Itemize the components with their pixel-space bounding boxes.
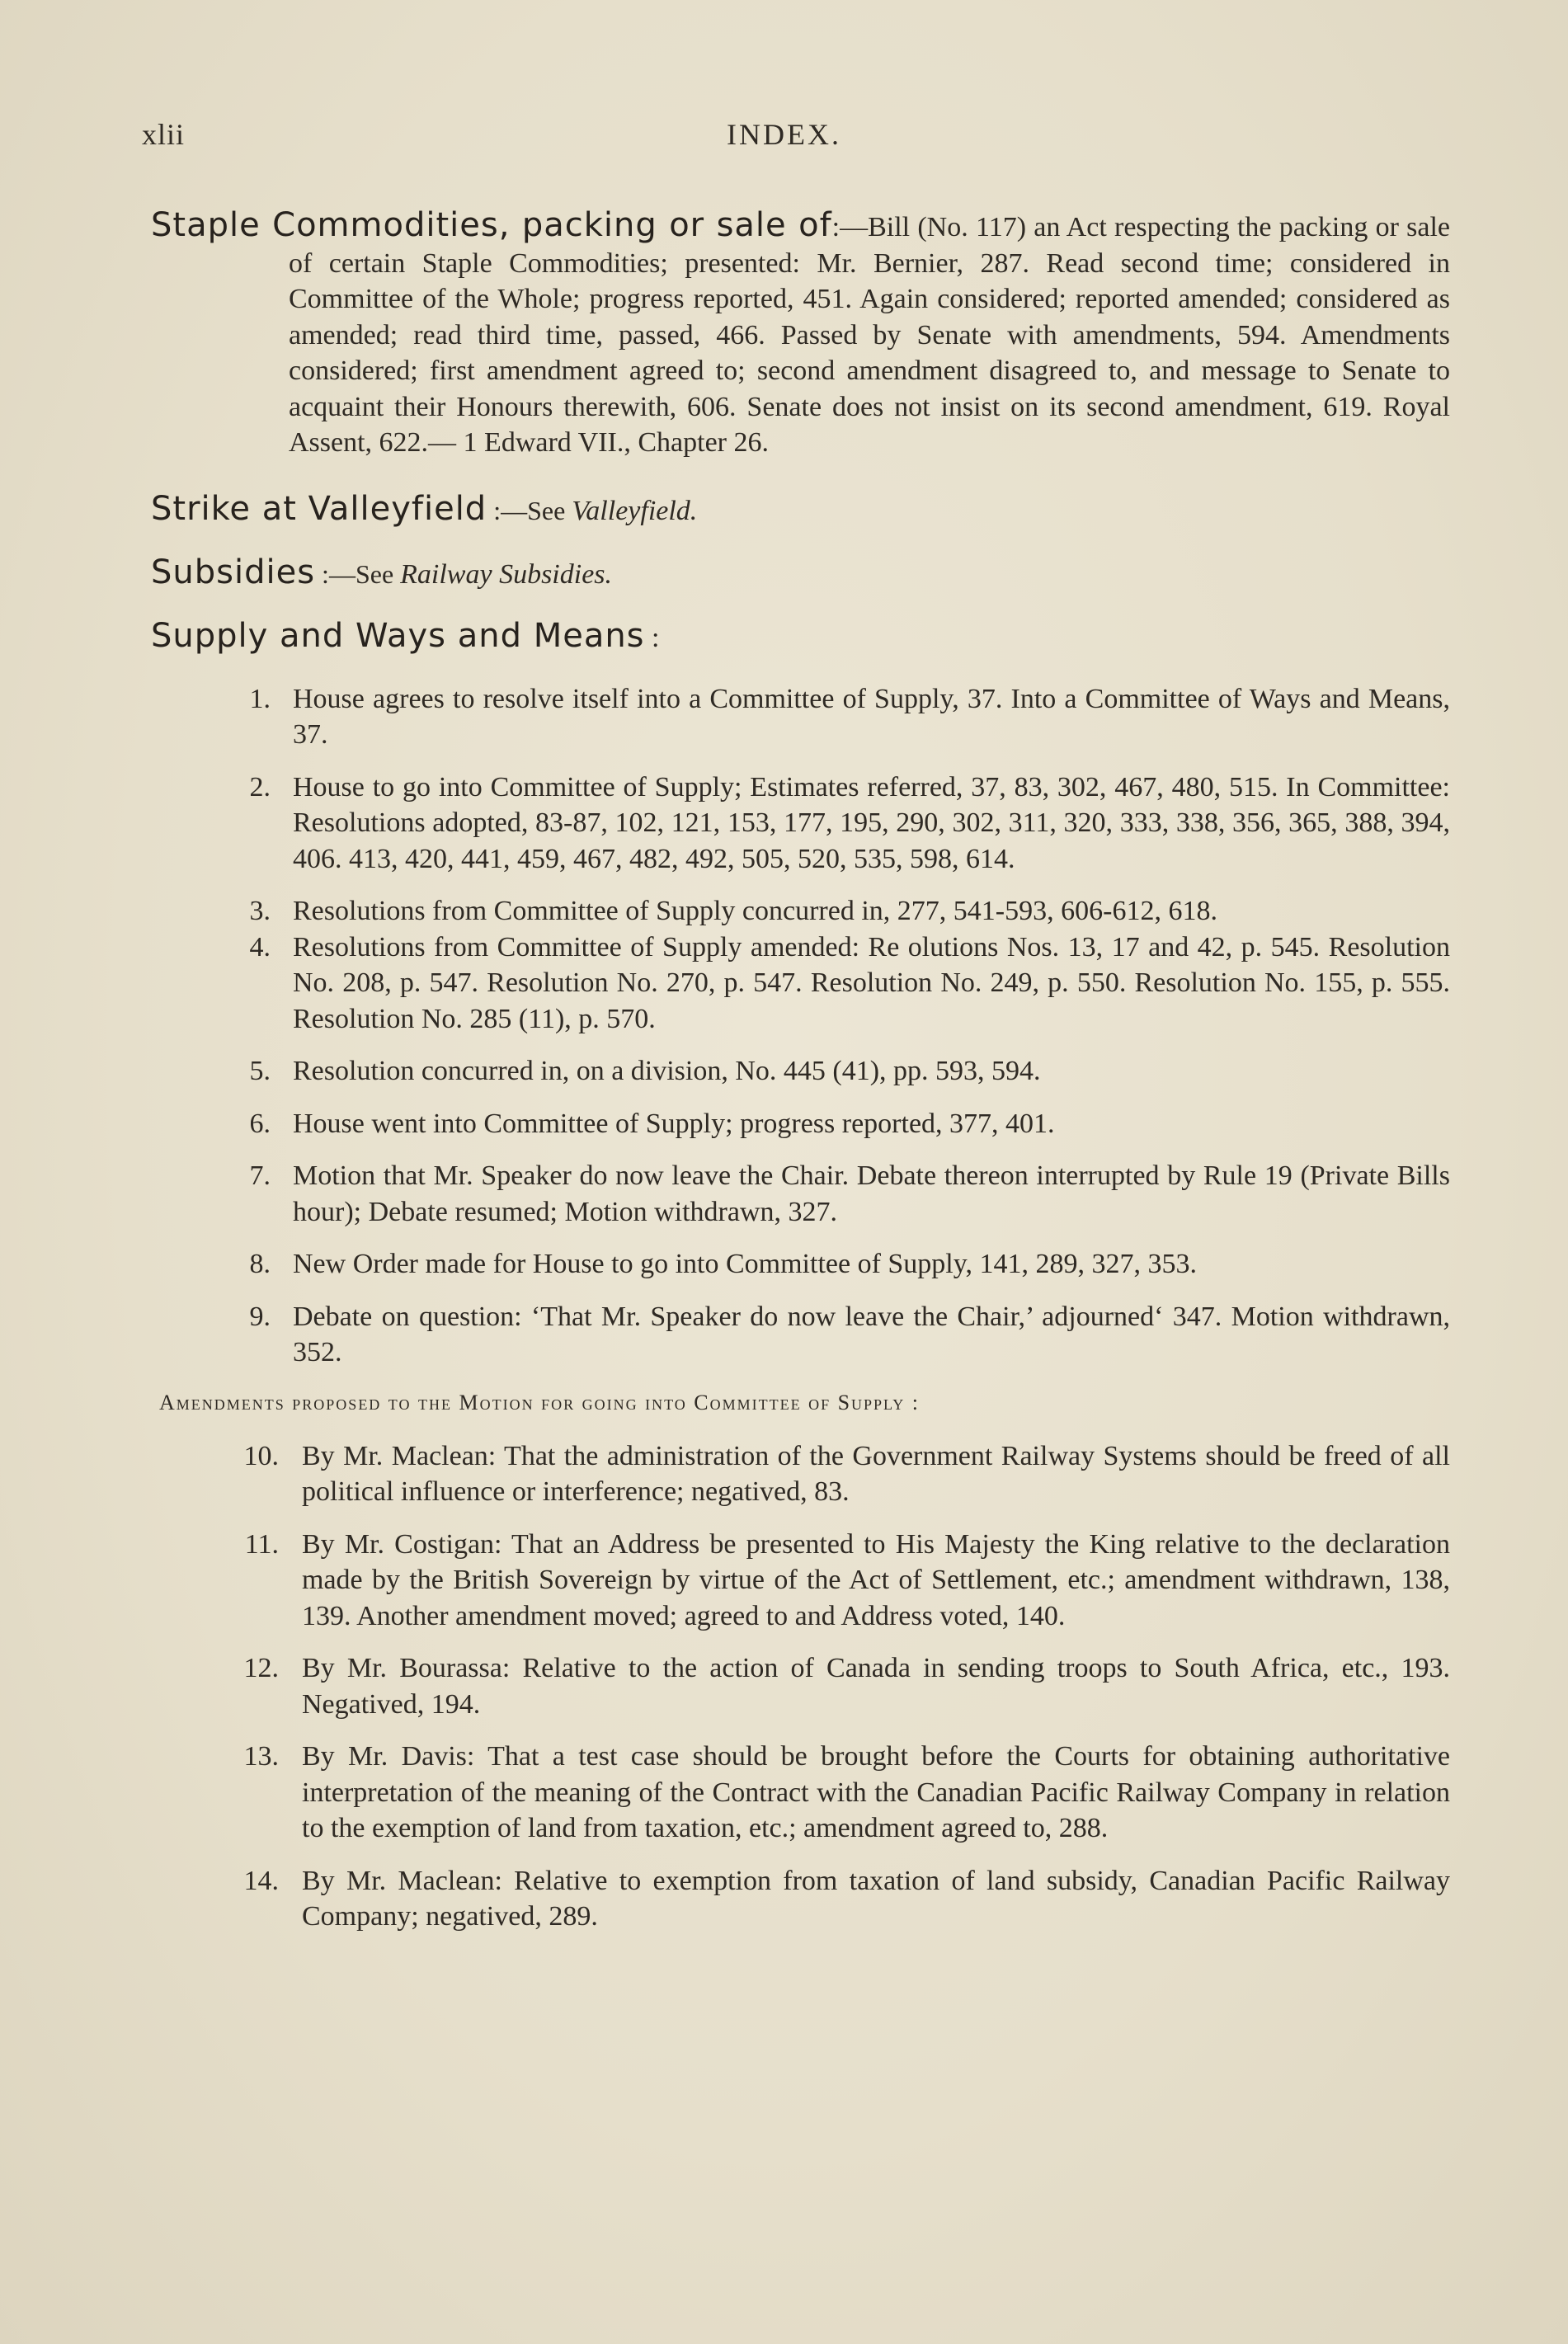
list-item — [231, 1527, 1450, 1635]
item-text: House agrees to resolve itself into a Committee of Supply, 37. Into a Committee of Ways and Means, 37. — [293, 683, 1450, 750]
item-text: Motion that Mr. Speaker do now leave the Chair. Debate thereon interrupted by Rule 19 (Private Bills hour); Debate resumed; Motion withdrawn, 327. — [293, 1160, 1450, 1227]
list-item — [221, 1299, 1450, 1371]
item-text: New Order made for House to go into Committee of Supply, 141, 289, 327, 353. — [293, 1249, 1198, 1279]
entry-strike-valleyfield — [151, 491, 1450, 530]
item-number: 3. — [249, 896, 271, 926]
item-text: Resolutions from Committee of Supply concurred in, 277, 541-593, 606-612, 618. — [293, 896, 1217, 926]
item-number: 7. — [249, 1160, 271, 1191]
page-header — [142, 117, 1426, 158]
running-title: INDEX. — [727, 118, 841, 151]
entry-text: :—Bill (No. 117) an Act respecting the packing or sale of certain Staple Commodities; presented: Mr. Bernier, 287. Read second time; considered in Committee of the Whole; progress reported, 451. Again considered; reported amended; considered as amended; read third time, passed, 466. Passed by Senate with amendments, 594. Amendments considered; first amendment agreed to; second amendment disagreed to, and message to Senate to acquaint their Honours therewith, 606. Senate does not insist on its second amendment, 619. Royal Assent, 622.— 1 Edward VII., Chapter 26. — [289, 212, 1450, 458]
item-number: 12. — [243, 1653, 279, 1683]
list-item — [221, 1106, 1450, 1142]
amendment-items — [231, 1438, 1450, 1935]
item-number: 13. — [243, 1741, 279, 1772]
list-item — [221, 770, 1450, 878]
item-text: Resolution concurred in, on a division, No. 445 (41), pp. 593, 594. — [293, 1056, 1041, 1086]
item-text: Resolutions from Committee of Supply amended: Re olutions Nos. 13, 17 and 42, p. 545. Resolution No. 208, p. 547. Resolution No. 270, p. 547. Resolution No. 249, p. 550. Resolution No. 155, p. 555. Resolution No. 285 (11), p. 570. — [293, 931, 1450, 1034]
entry-heading: Staple Commodities, packing or sale of — [151, 206, 832, 244]
entry-supply-heading — [151, 618, 1450, 657]
list-item — [231, 1438, 1450, 1510]
list-item — [221, 930, 1450, 1038]
list-item — [221, 1158, 1450, 1230]
item-text: By Mr. Maclean: That the administration of the Government Railway Systems should be freed of all political influence or interference; negatived, 83. — [302, 1440, 1450, 1507]
list-item — [221, 1246, 1450, 1283]
item-text: By Mr. Maclean: Relative to exemption from taxation of land subsidy, Canadian Pacific Railway Company; negatived, 289. — [302, 1865, 1450, 1932]
page-number: xlii — [142, 118, 186, 151]
heading-colon: : — [644, 622, 660, 653]
list-item — [231, 1739, 1450, 1847]
item-text: By Mr. Bourassa: Relative to the action of Canada in sending troops to South Africa, etc., 193. Negatived, 194. — [302, 1653, 1450, 1720]
item-number: 14. — [243, 1865, 279, 1896]
entry-heading: Supply and Ways and Means — [151, 616, 645, 655]
index-content — [151, 208, 1450, 1951]
item-number: 1. — [249, 683, 271, 714]
amendments-heading: Amendments proposed to the Motion for going into Committee of Supply : — [159, 1390, 920, 1414]
supply-items — [221, 681, 1450, 1371]
item-number: 4. — [249, 931, 271, 963]
item-text: Debate on question: ‘That Mr. Speaker do now leave the Chair,’ adjourned‘ 347. Motion withdrawn, 352. — [293, 1301, 1450, 1367]
cross-reference: Valleyfield. — [572, 495, 698, 526]
entry-staple-commodities — [151, 208, 1450, 461]
entry-subsidies — [151, 554, 1450, 593]
list-item — [231, 1650, 1450, 1722]
entry-heading: Strike at Valleyfield — [151, 489, 487, 528]
item-number: 2. — [249, 771, 271, 803]
list-item — [221, 1053, 1450, 1090]
list-item — [221, 893, 1450, 930]
item-number: 6. — [249, 1108, 271, 1139]
item-number: 8. — [249, 1249, 271, 1279]
see-label: :—See — [487, 495, 572, 525]
item-number: 10. — [243, 1440, 279, 1471]
item-text: By Mr. Costigan: That an Address be presented to His Majesty the King relative to the declaration made by the British Sovereign by virtue of the Act of Settlement, etc.; amendment withdrawn, 138, 139. Another amendment moved; agreed to and Address voted, 140. — [302, 1528, 1450, 1631]
item-number: 9. — [249, 1301, 271, 1332]
entry-heading: Subsidies — [151, 553, 316, 591]
list-item — [221, 681, 1450, 753]
item-text: By Mr. Davis: That a test case should be brought before the Courts for obtaining authoritative interpretation of the meaning of the Contract with the Canadian Pacific Railway Company in relation to the exemption of land from taxation, etc.; amendment agreed to, 288. — [302, 1741, 1450, 1843]
item-text: House went into Committee of Supply; progress reported, 377, 401. — [293, 1108, 1055, 1139]
item-number: 5. — [249, 1056, 271, 1086]
cross-reference: Railway Subsidies. — [400, 558, 613, 590]
see-label: :—See — [315, 558, 401, 589]
item-number: 11. — [244, 1528, 279, 1560]
item-text: House to go into Committee of Supply; Estimates referred, 37, 83, 302, 467, 480, 515. In Committee: Resolutions adopted, 83-87, 102, 121, 153, 177, 195, 290, 302, 311, 320, 333, 338, 356, 365, 388, 394, 406. 413, 420, 441, 459, 467, 482, 492, 505, 520, 535, 598, 614. — [293, 771, 1450, 874]
list-item — [231, 1863, 1450, 1935]
